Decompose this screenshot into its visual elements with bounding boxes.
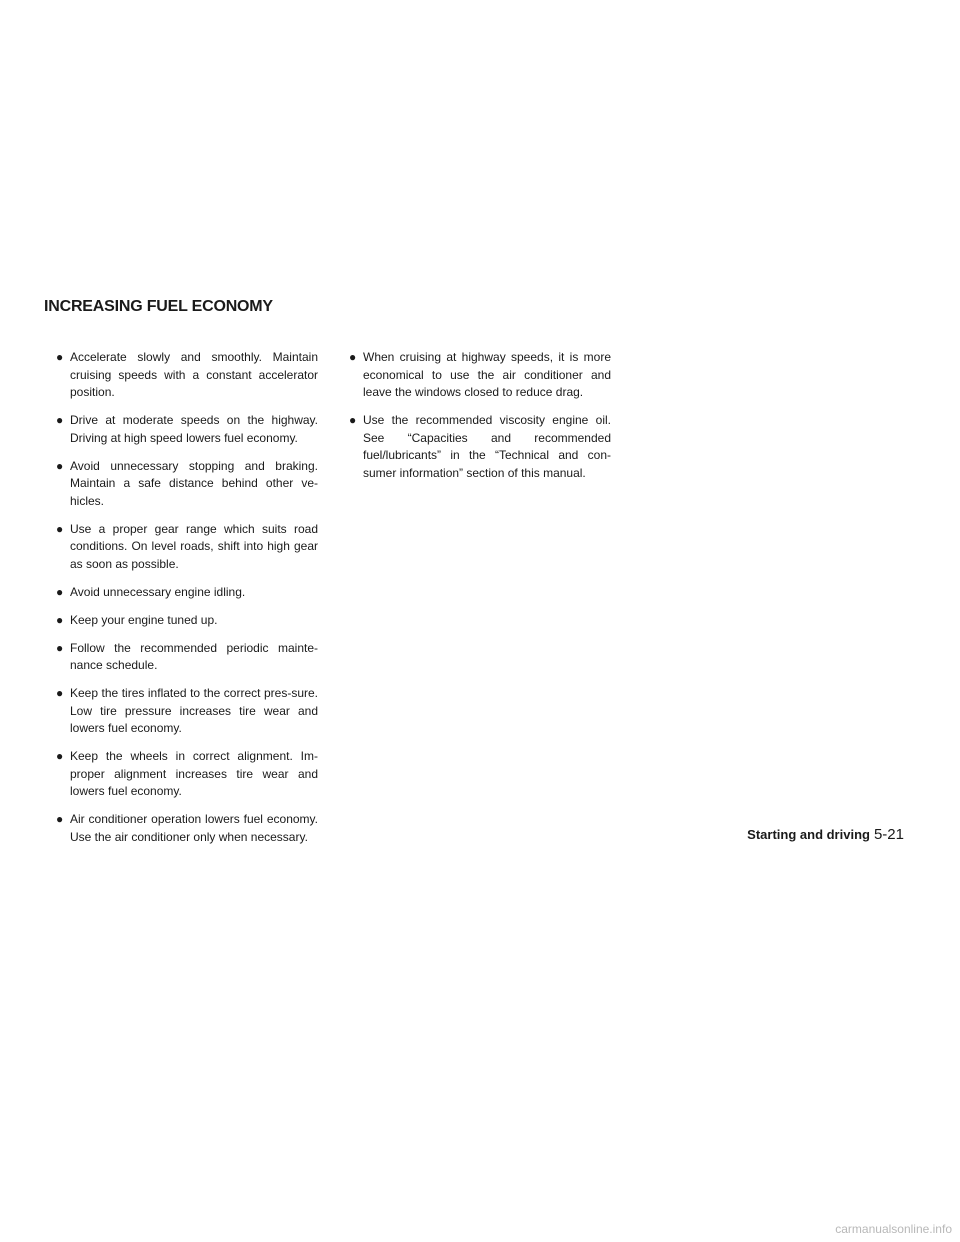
bullet-item (56, 685, 318, 738)
bullet-text: Use the recommended viscosity engine oil. See “Capacities and recommended fuel/lubricants” in the “Technical and con-sumer information” section of this manual. (363, 413, 611, 480)
bullet-icon: ● (56, 458, 64, 473)
footer-page-number: 5-21 (873, 826, 904, 843)
bullet-item (56, 811, 318, 846)
bullet-item (56, 640, 318, 675)
bullet-item (349, 349, 611, 402)
bullet-icon: ● (56, 521, 64, 536)
bullet-text: Keep the wheels in correct alignment. Im-proper alignment increases tire wear and lowers fuel economy. (70, 749, 318, 798)
bullet-text: Keep the tires inflated to the correct pres-sure. Low tire pressure increases tire wear and lowers fuel economy. (70, 686, 318, 735)
bullet-item (56, 584, 318, 602)
bullet-item (56, 748, 318, 801)
bullet-icon: ● (56, 686, 64, 700)
bullet-text: When cruising at highway speeds, it is more economical to use the air conditioner and leave the windows closed to reduce drag. (363, 350, 611, 399)
bullet-text: Avoid unnecessary engine idling. (70, 584, 246, 599)
left-column-list (56, 349, 318, 857)
bullet-icon: ● (56, 640, 64, 655)
bullet-text: Drive at moderate speeds on the highway. Driving at high speed lowers fuel economy. (70, 413, 318, 445)
section-title: INCREASING FUEL ECONOMY (44, 298, 273, 315)
bullet-icon: ● (56, 350, 64, 364)
bullet-text: Follow the recommended periodic mainte-nance schedule. (70, 640, 318, 672)
bullet-item (56, 412, 318, 447)
bullet-icon: ● (56, 812, 64, 826)
bullet-icon: ● (56, 584, 64, 599)
right-column-list (349, 349, 611, 493)
bullet-icon: ● (56, 612, 64, 627)
bullet-icon: ● (56, 749, 64, 763)
footer-section-name: Starting and driving (747, 827, 870, 842)
bullet-icon: ● (349, 413, 357, 427)
page-footer (747, 826, 904, 843)
bullet-item (56, 458, 318, 511)
watermark-link[interactable]: carmanualsonline.info (835, 1222, 952, 1236)
bullet-item (56, 521, 318, 574)
bullet-icon: ● (349, 350, 357, 364)
bullet-icon: ● (56, 413, 64, 427)
bullet-item (56, 612, 318, 630)
bullet-item (349, 412, 611, 482)
bullet-text: Use a proper gear range which suits road conditions. On level roads, shift into high gear as soon as possible. (70, 521, 318, 571)
bullet-item (56, 349, 318, 402)
bullet-text: Keep your engine tuned up. (70, 612, 218, 627)
bullet-text: Avoid unnecessary stopping and braking. Maintain a safe distance behind other ve-hicles. (70, 458, 318, 508)
bullet-text: Air conditioner operation lowers fuel economy. Use the air conditioner only when necessary. (70, 812, 318, 844)
bullet-text: Accelerate slowly and smoothly. Maintain cruising speeds with a constant accelerator position. (70, 350, 318, 399)
